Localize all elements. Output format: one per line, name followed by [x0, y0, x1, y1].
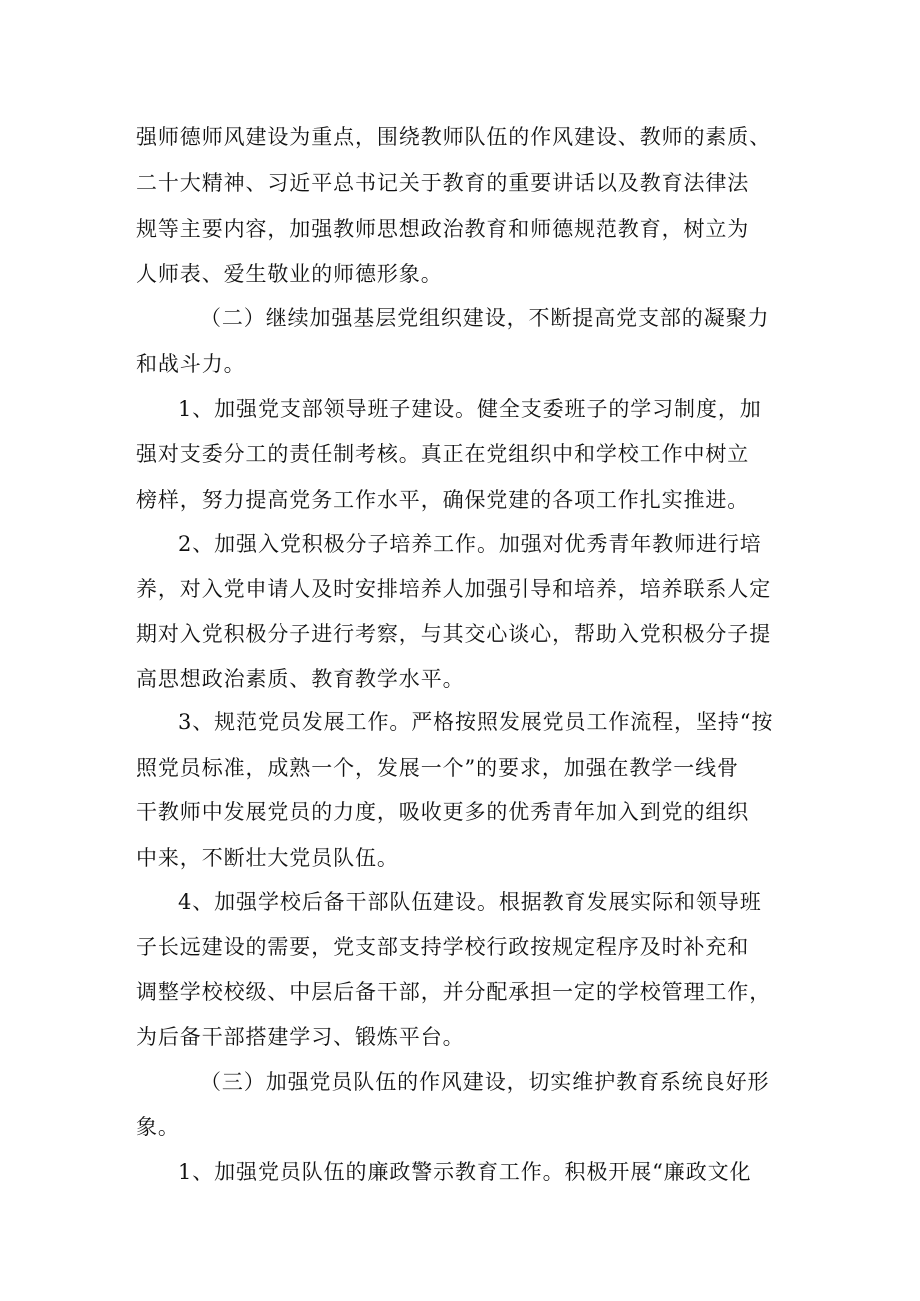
text-line: 照党员标准，成熟一个，发展一个”的要求，加强在教学一线骨: [136, 756, 739, 780]
section-heading: （三）加强党员队伍的作风建设，切实维护教育系统良好形: [200, 1070, 770, 1094]
text-line: 榜样，努力提高党务工作水平，确保党建的各项工作扎实推进。: [136, 488, 750, 512]
list-item-1: 1、加强党支部领导班子建设。健全支委班子的学习制度，加: [178, 397, 762, 421]
text-line: 中来，不断壮大党员队伍。: [136, 846, 399, 870]
text-line: 子长远建设的需要，党支部支持学校行政按规定程序及时补充和: [136, 935, 750, 959]
text-line: 高思想政治素质、教育教学水平。: [136, 667, 465, 691]
list-item-2: 2、加强入党积极分子培养工作。加强对优秀青年教师进行培: [178, 532, 762, 556]
text-line: 为后备干部搭建学习、锻炼平台。: [136, 1025, 465, 1049]
text-line: 期对入党积极分子进行考察，与其交心谈心，帮助入党积极分子提: [136, 622, 772, 646]
text-line: 人师表、爱生敬业的师德形象。: [136, 262, 443, 286]
section-heading-continued: 和战斗力。: [136, 352, 246, 376]
section-heading-continued: 象。: [136, 1115, 180, 1139]
list-item-1: 1、加强党员队伍的廉政警示教育工作。积极开展“廉政文化: [178, 1160, 752, 1184]
text-line: 调整学校校级、中层后备干部，并分配承担一定的学校管理工作，: [136, 980, 772, 1004]
text-line: 养，对入党申请人及时安排培养人加强引导和培养，培养联系人定: [136, 577, 772, 601]
text-line: 干教师中发展党员的力度，吸收更多的优秀青年加入到党的组织: [136, 800, 750, 824]
text-line: 二十大精神、习近平总书记关于教育的重要讲话以及教育法律法: [136, 171, 750, 195]
list-item-3: 3、规范党员发展工作。严格按照发展党员工作流程，坚持“按: [178, 710, 774, 734]
section-heading: （二）继续加强基层党组织建设，不断提高党支部的凝聚力: [200, 306, 770, 330]
text-line: 强对支委分工的责任制考核。真正在党组织中和学校工作中树立: [136, 442, 750, 466]
text-line: 强师德师风建设为重点，围绕教师队伍的作风建设、教师的素质、: [136, 125, 772, 149]
list-item-4: 4、加强学校后备干部队伍建设。根据教育发展实际和领导班: [178, 890, 762, 914]
text-line: 规等主要内容，加强教师思想政治教育和师德规范教育，树立为: [136, 217, 750, 241]
